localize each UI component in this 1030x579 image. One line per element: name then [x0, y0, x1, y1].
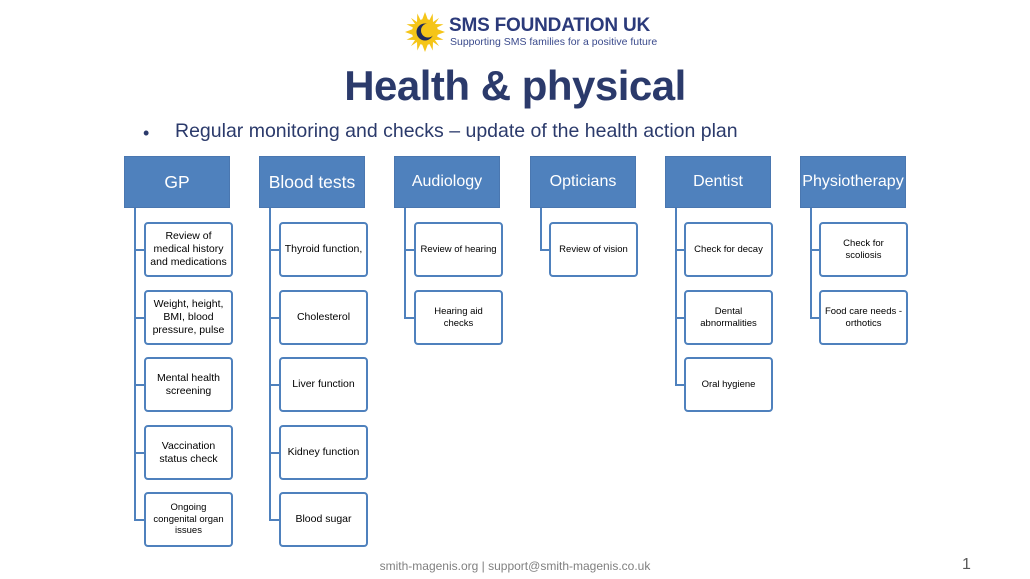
- header-dentist: Dentist: [665, 156, 771, 208]
- dentist-item: Check for decay: [684, 222, 773, 277]
- blood-tests-item: Cholesterol: [279, 290, 368, 345]
- connector-line: [134, 208, 136, 521]
- opticians-item: Review of vision: [549, 222, 638, 277]
- footer-contact: smith-magenis.org | support@smith-magenis.co.uk: [379, 559, 651, 573]
- header-blood-tests: Blood tests: [259, 156, 365, 208]
- page-number: 1: [962, 556, 971, 573]
- connector-line: [675, 208, 677, 386]
- physiotherapy-item: Food care needs - orthotics: [819, 290, 908, 345]
- logo-tagline: Supporting SMS families for a positive future: [450, 36, 658, 48]
- audiology-item: Review of hearing: [414, 222, 503, 277]
- gp-item: Weight, height, BMI, blood pressure, pulse: [144, 290, 233, 345]
- header-opticians: Opticians: [530, 156, 636, 208]
- audiology-item: Hearing aid checks: [414, 290, 503, 345]
- sun-moon-logo-icon: [405, 12, 445, 52]
- physiotherapy-item: Check for scoliosis: [819, 222, 908, 277]
- connector-line: [404, 208, 406, 319]
- header-physiotherapy: Physiotherapy: [800, 156, 906, 208]
- dentist-item: Oral hygiene: [684, 357, 773, 412]
- dentist-item: Dental abnormalities: [684, 290, 773, 345]
- bullet-point-icon: •: [143, 123, 150, 143]
- slide-bullet: Regular monitoring and checks – update of the health action plan: [175, 120, 738, 142]
- connector-line: [269, 208, 271, 521]
- header-audiology: Audiology: [394, 156, 500, 208]
- connector-line: [540, 208, 542, 251]
- gp-item: Mental health screening: [144, 357, 233, 412]
- gp-item: Ongoing congenital organ issues: [144, 492, 233, 547]
- blood-tests-item: Kidney function: [279, 425, 368, 480]
- slide-title: Health & physical: [344, 62, 686, 109]
- connector-line: [810, 208, 812, 319]
- blood-tests-item: Blood sugar: [279, 492, 368, 547]
- sms-foundation-logo: [405, 12, 658, 52]
- gp-item: Review of medical history and medications: [144, 222, 233, 277]
- header-gp: GP: [124, 156, 230, 208]
- logo-title: SMS FOUNDATION UK: [449, 15, 651, 36]
- gp-item: Vaccination status check: [144, 425, 233, 480]
- blood-tests-item: Liver function: [279, 357, 368, 412]
- blood-tests-item: Thyroid function,: [279, 222, 368, 277]
